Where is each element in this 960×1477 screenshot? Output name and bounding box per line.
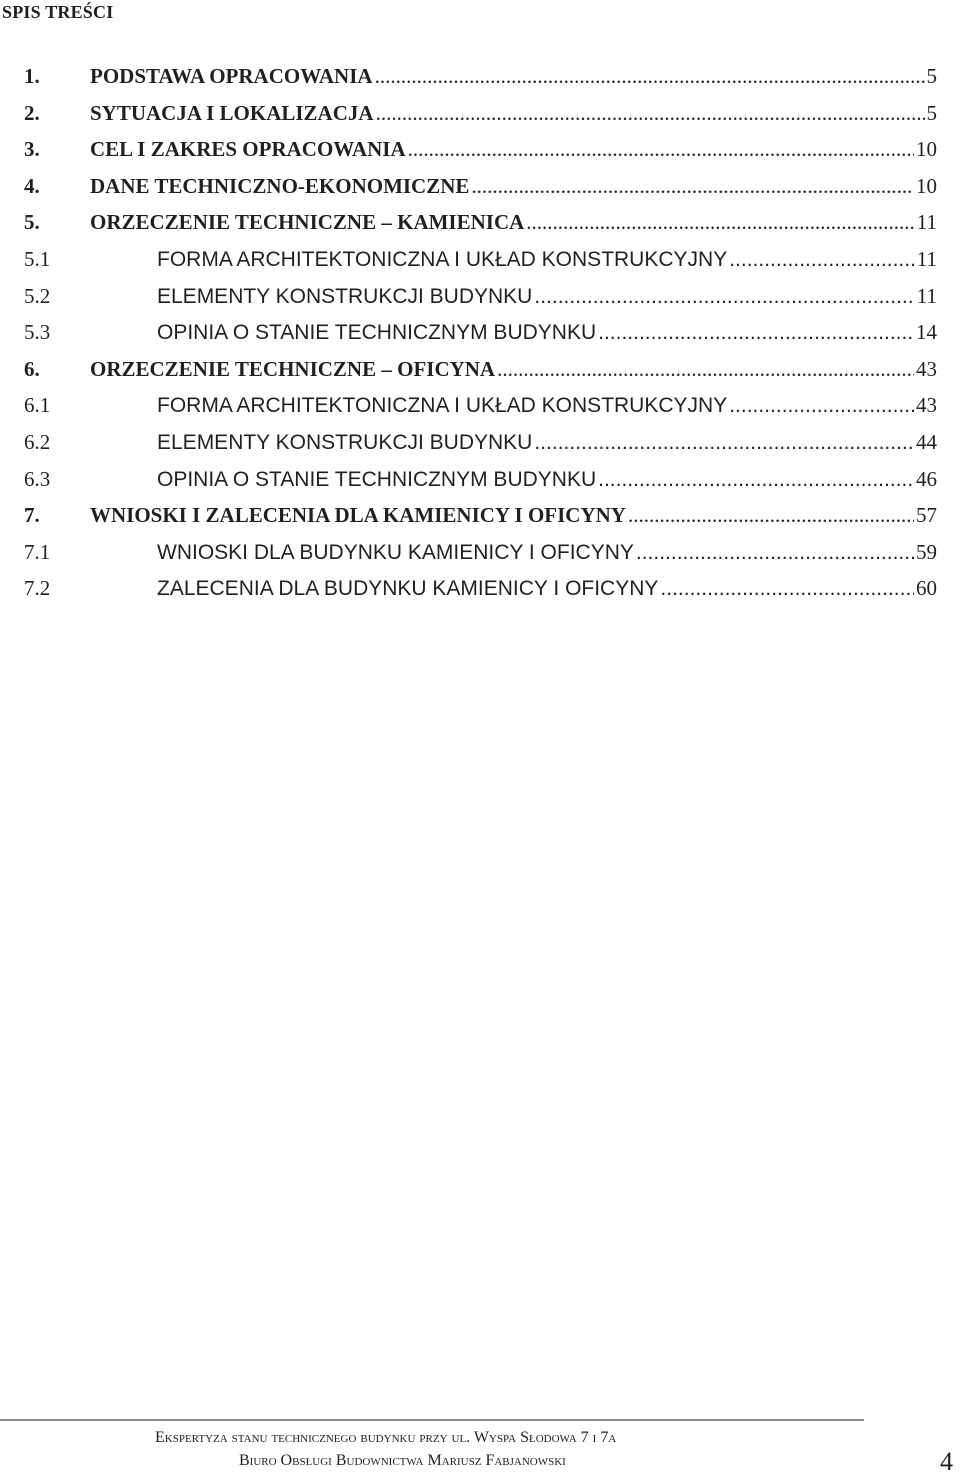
toc-entry-title: ORZECZENIE TECHNICZNE – KAMIENICA <box>90 210 525 234</box>
toc-entry-page: 43 <box>916 357 937 381</box>
toc-entry-title: PODSTAWA OPRACOWANIA <box>90 64 373 88</box>
toc-dot-leader <box>526 210 914 235</box>
toc-dot-leader <box>375 64 925 89</box>
toc-entry-page: 5 <box>926 64 937 88</box>
toc-entry-title: OPINIA O STANIE TECHNICZNYM BUDYNKU <box>157 321 597 344</box>
toc-entry-number: 7. <box>24 503 40 527</box>
toc-entry[interactable] <box>24 320 937 356</box>
toc-entry-number: 4. <box>24 174 40 198</box>
footer-company: Biuro Obsługi Budownictwa Mariusz Fabjanowski <box>239 1452 566 1469</box>
toc-entry-number: 5.1 <box>24 247 51 271</box>
toc-entry-number: 5.2 <box>24 284 51 308</box>
toc-entry-number: 3. <box>24 137 40 161</box>
toc-entry[interactable] <box>24 430 937 466</box>
toc-dot-leader <box>376 101 925 126</box>
toc-entry-number: 5.3 <box>24 320 51 344</box>
toc-entry[interactable] <box>24 357 937 393</box>
toc-entry-title: SYTUACJA I LOKALIZACJA <box>90 101 374 125</box>
toc-entry[interactable] <box>24 101 937 137</box>
toc-entry[interactable] <box>24 64 937 100</box>
toc-dot-leader <box>636 541 914 565</box>
toc-entry[interactable] <box>24 467 937 503</box>
toc-entry-page: 44 <box>916 430 937 454</box>
toc-entry-page: 46 <box>916 467 937 491</box>
toc-entry-page: 5 <box>926 101 937 125</box>
toc-entry-page: 11 <box>916 247 937 271</box>
toc-entry-page: 14 <box>916 320 937 344</box>
footer-divider <box>0 1419 864 1421</box>
toc-entry-page: 11 <box>916 284 937 308</box>
toc-entry-title: ZALECENIA DLA BUDYNKU KAMIENICY I OFICYNY <box>157 577 659 600</box>
toc-dot-leader <box>660 577 914 601</box>
toc-entry-title: ELEMENTY KONSTRUKCJI BUDYNKU <box>157 431 533 454</box>
toc-entry-title: ORZECZENIE TECHNICZNE – OFICYNA <box>90 357 496 381</box>
toc-dot-leader <box>534 431 914 455</box>
toc-dot-leader <box>471 174 914 199</box>
toc-entry-page: 43 <box>916 393 937 417</box>
toc-entry-number: 6.1 <box>24 393 51 417</box>
toc-entry-title: FORMA ARCHITEKTONICZNA I UKŁAD KONSTRUKCYJNY <box>157 248 728 271</box>
toc-dot-leader <box>729 248 915 272</box>
toc-dot-leader <box>598 321 914 345</box>
toc-entry[interactable] <box>24 137 937 173</box>
toc-entry-page: 60 <box>916 576 937 600</box>
toc-entry-title: ELEMENTY KONSTRUKCJI BUDYNKU <box>157 285 533 308</box>
toc-entry-number: 6.2 <box>24 430 51 454</box>
toc-entry[interactable] <box>24 576 937 612</box>
toc-entry[interactable] <box>24 503 937 539</box>
toc-entry[interactable] <box>24 174 937 210</box>
toc-entry-title: CEL I ZAKRES OPRACOWANIA <box>90 137 406 161</box>
toc-entry-title: FORMA ARCHITEKTONICZNA I UKŁAD KONSTRUKCYJNY <box>157 394 728 417</box>
footer-title: Ekspertyza stanu technicznego budynku przy ul. Wyspa Słodowa 7 i 7a <box>155 1429 617 1446</box>
toc-entry-number: 6.3 <box>24 467 51 491</box>
toc-entry-number: 7.2 <box>24 576 51 600</box>
toc-entry-title: WNIOSKI I ZALECENIA DLA KAMIENICY I OFICYNY <box>90 503 626 527</box>
toc-entry[interactable] <box>24 393 937 429</box>
toc-entry[interactable] <box>24 210 937 246</box>
toc-dot-leader <box>408 137 914 162</box>
toc-dot-leader <box>598 468 914 492</box>
page-number: 4 <box>940 1447 953 1476</box>
toc-entry[interactable] <box>24 540 937 576</box>
toc-dot-leader <box>628 503 914 528</box>
toc-entry[interactable] <box>24 247 937 283</box>
toc-heading: SPIS TREŚCI <box>2 2 114 22</box>
toc-dot-leader <box>729 394 914 418</box>
toc-entry-page: 59 <box>916 540 937 564</box>
toc-entry-title: DANE TECHNICZNO-EKONOMICZNE <box>90 174 470 198</box>
toc-entry-number: 6. <box>24 357 40 381</box>
toc-entry-number: 1. <box>24 64 40 88</box>
toc-entry-number: 2. <box>24 101 40 125</box>
toc-entry-page: 10 <box>916 137 937 161</box>
toc-entry-page: 10 <box>916 174 937 198</box>
toc-entry-number: 7.1 <box>24 540 51 564</box>
toc-entry-number: 5. <box>24 210 40 234</box>
toc-dot-leader <box>534 285 914 309</box>
toc-entry[interactable] <box>24 284 937 320</box>
toc-dot-leader <box>497 357 914 382</box>
toc-entry-title: WNIOSKI DLA BUDYNKU KAMIENICY I OFICYNY <box>157 541 634 564</box>
toc-entry-page: 11 <box>916 210 937 234</box>
toc-entry-page: 57 <box>916 503 937 527</box>
toc-entry-title: OPINIA O STANIE TECHNICZNYM BUDYNKU <box>157 468 597 491</box>
